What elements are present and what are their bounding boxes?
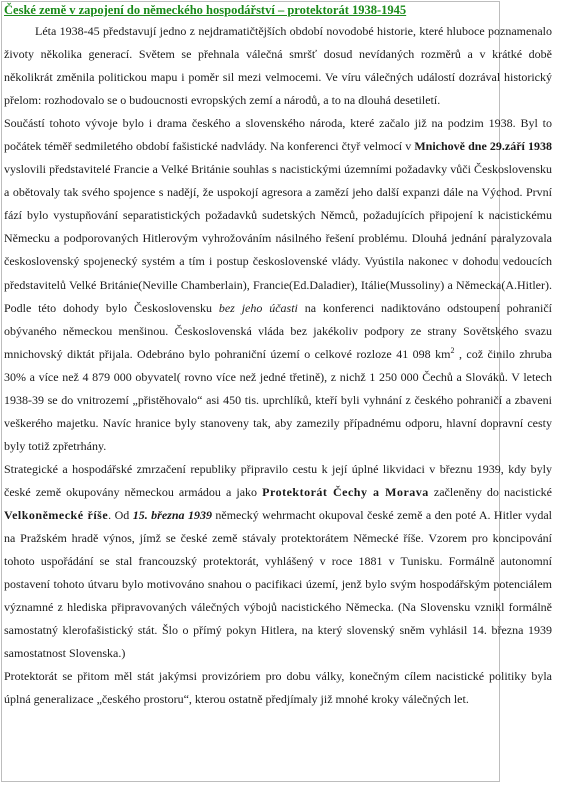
text-run: Součástí tohoto vývoje bylo i drama českého a slovenského národa, které začalo již na podzim 1938. Byl to počátek téměř sedmiletého období fašistické nadvlády. Na konferenci čtyř velmocí v [4, 116, 552, 154]
reich-bold: Velkoněmecké říše [4, 507, 109, 522]
march-date-bold-italic: 15. března 1939 [132, 507, 212, 522]
document-title: České země v zapojení do německého hospodářství – protektorát 1938-1945 [4, 3, 407, 17]
text-run: vyslovili představitelé Francie a Velké Británie souhlas s nacistickými územními požadavky vůči Československu a obětovaly tak svého spojence s nadějí, že uspokojí agresora a zamězí jeho další expanzi dále na Východ. První fází bylo vystupňování separatistických požadavků sudetských Němců, požadujících připojení k nacistickému Německu a podporovaných Hitlerovým vyhrožováním násilného řešení problému. Dlouhá jednání paralyzovala československý spojenecký systém a tím i postup československé vlády. Vyústila nakonec v dohodu vedoucích představitelů Velké Británie(Neville Chamberlain), Francie(Ed.Daladier), Itálie(Mussoliny) a Německa(A.Hitler). Podle této dohody bylo Československu [4, 162, 552, 315]
text-run: Strategické a hospodářské zmrzačení republiky připravilo cestu k její úplné likvidaci v březnu 1939, kdy byly české země okupovány německou armádou a jako [4, 461, 552, 499]
text-run: , což činilo zhruba 30% a více než 4 879 000 obyvatel( rovno více než jedné třetině), z nichž 1 250 000 Čechů a Slováků. V letech 1938-39 se do vnitrozemí „přistěhovalo“ asi 450 tis. uprchlíků, kteří byli vyhnání z českého pohraničí a zbaveni veškerého majetku. Navíc hranice byly stanoveny tak, aby zamezily případnému odporu, hlavní dopravní cesty byly totiž zpřetrhány. [4, 346, 552, 453]
text-run: začleněny do nacistické [428, 484, 552, 499]
without-participation-italic: bez jeho účasti [218, 300, 298, 315]
text-run: na konferenci nadiktováno odstoupení pohraničí obývaného německou menšinou. Československá vláda bez jakékoliv podpory ze strany Sovětského svazu mnichovský diktát přijala. Odebráno bylo pohraniční území o celkové rozloze 41 098 km [4, 300, 552, 361]
protectorate-bold: Protektorát Čechy a Morava [262, 484, 429, 499]
paragraph-conclusion: Protektorát se přitom měl stát jakýmsi provizóriem pro dobu války, konečným cílem nacistické politiky byla úplná generalizace „českého prostoru“, kterou ostatně předjímaly již mnohé kroky válečných let. [4, 669, 552, 707]
text-run: německý wehrmacht okupoval české země a den poté A. Hitler vydal na Pražském hradě výnos, jímž se české země stávaly protektorátem Německé říše. Vzorem pro koncipování tohoto uspořádání se stal francouzský protektorát, vyhlášený v roce 1881 v Tunisku. Formálně autonomní postavení tohoto útvaru bylo motivováno snahou o pacifikaci území, jenž bylo svým hospodářským potenciálem významné z hlediska připravovaných válečných výbojů nacistického Německa. (Na Slovensku vznikl formálně samostatný klerofašistický stát. Šlo o přímý pokyn Hitlera, na který slovenský sněm vyhlásil 14. března 1939 samostatnost Slovenska.) [4, 507, 553, 661]
text-run: . Od [108, 507, 133, 522]
superscript: 2 [450, 345, 455, 355]
document-body [4, 2, 552, 711]
paragraph-protectorate [4, 458, 552, 665]
paragraph-munich [4, 112, 552, 458]
munich-date-bold: Mnichově dne 29.září 1938 [414, 139, 553, 154]
paragraph-intro: Léta 1938-45 představují jedno z nejdramatičtějších období novodobé historie, které hluboce poznamenalo životy několika generací. Světem se přehnala válečná smršť dosud nevídaných rozměrů a v krátké době několikrát změnila politickou mapu i poměr sil mezi velmocemi. Ve víru válečných událostí dozrával historický přelom: rozhodovalo se o budoucnosti evropských zemí a národů, a to na dlouhá desetiletí. [4, 24, 552, 108]
